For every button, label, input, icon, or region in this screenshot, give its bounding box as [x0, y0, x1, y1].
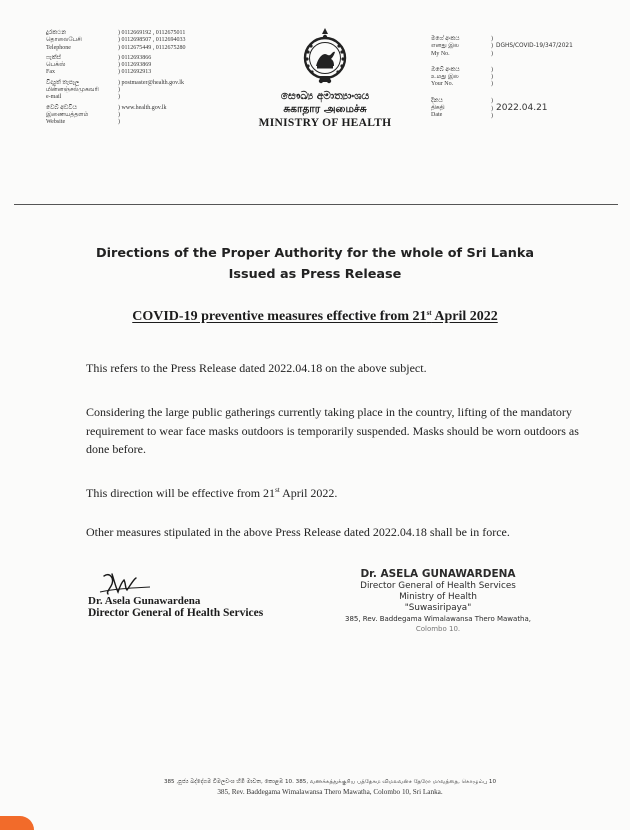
document-title — [60, 243, 570, 285]
date-label-si: දිනය — [431, 97, 443, 104]
fax-label-en: Fax — [46, 69, 55, 76]
email-value: postmaster@health.gov.lk — [121, 79, 184, 86]
signatory-designation: Director General of Health Services — [88, 607, 264, 619]
my-no-label-ta: எனது இல — [431, 43, 460, 50]
ministry-name-tamil: சுகாதார அமைச்சு — [283, 103, 367, 115]
telephone-row: දුරකථන தொலைபேசி Telephone ) 0112669192 , 0112675011 ) 0112698507 , 0112694033 ) 0112675449 , 0112675280 — [46, 30, 186, 51]
signatory-name: Dr. Asela Gunawardena — [88, 595, 201, 607]
footer-address — [70, 778, 590, 797]
telephone-value-2: 0112698507 , 0112694033 — [121, 37, 186, 44]
fax-label-ta: பெக்ஸ் — [46, 62, 66, 69]
website-value: www.health.gov.lk — [121, 104, 167, 111]
corner-accent — [0, 816, 34, 830]
website-row: වෙබ් අඩවිය இணையத்தளம் Website ) www.health.gov.lk ) ) — [46, 104, 167, 126]
email-label-en: e-mail — [46, 94, 62, 101]
ministry-heading — [250, 90, 400, 130]
stamp-title: Director General of Health Services — [360, 581, 516, 591]
stamp-org: Ministry of Health — [399, 592, 477, 602]
your-no-label-si: ඔබේ අංකය — [431, 66, 460, 73]
subject-heading: COVID-19 preventive measures effective from 21st April 2022 — [132, 309, 498, 324]
footer-address-local: 385 ,පූජ්‍ය බද්දේගම විමලවංශ හිමි මාවත, කොළඹ 10. 385, வணக்கத்துக்குரிய பத்தேகம விமலவன்ச தேரோ மாவத்தை, கொழும்பு 10 — [163, 779, 497, 785]
website-label-en: Website — [46, 119, 66, 126]
fax-value-3: 0112692913 — [121, 69, 152, 76]
contact-block — [46, 30, 276, 130]
paragraph-other-measures: Other measures stipulated in the above Press Release dated 2022.04.18 shall be in force. — [86, 525, 510, 539]
ministry-name-english: MINISTRY OF HEALTH — [258, 117, 392, 129]
email-label-si: විද්‍යුත් තැපෑල — [46, 79, 80, 86]
reference-block — [431, 36, 601, 130]
fax-row: ෆැක්ස් பெக்ஸ் Fax ) 0112693866 ) 0112693869 ) 0112692913 — [46, 54, 152, 76]
ministry-name-sinhala: සෞඛ්‍ය අමාත්‍යාංශය — [280, 90, 370, 102]
my-no-row: මගේ අංකය எனது இல My No. ) ) DGHS/COVID-19/347/2021 ) — [431, 36, 573, 57]
date-label-en: Date — [431, 112, 443, 119]
title-line-1: Directions of the Proper Authority for the whole of Sri Lanka — [96, 246, 534, 261]
official-stamp — [318, 568, 558, 634]
date-value: 2022.04.21 — [496, 103, 548, 114]
stamp-address: 385, Rev. Baddegama Wimalawansa Thero Mawatha, — [344, 615, 532, 623]
your-no-row: ඔබේ අංකය உமது இல Your No. ) ) ) — [431, 66, 493, 88]
paragraph-effective-date: This direction will be effective from 21st April 2022. — [86, 486, 338, 500]
my-no-value: DGHS/COVID-19/347/2021 — [496, 43, 573, 50]
stamp-name: Dr. ASELA GUNAWARDENA — [360, 568, 516, 580]
date-label-ta: திகதி — [431, 105, 445, 112]
website-label-ta: இணையத்தளம் — [46, 111, 89, 118]
fax-label-si: ෆැක්ස් — [46, 54, 61, 61]
email-row: විද්‍යුත් තැපෑල மின்னஞ்சல்முகவரி e-mail ) postmaster@health.gov.lk ) ) — [46, 79, 184, 101]
stamp-city: Colombo 10. — [415, 625, 461, 633]
your-no-label-en: Your No. — [431, 81, 454, 88]
sri-lanka-emblem-icon — [297, 26, 353, 86]
stamp-building: "Suwasiripaya" — [404, 603, 472, 613]
footer-address-english: 385, Rev. Baddegama Wimalawansa Thero Mawatha, Colombo 10, Sri Lanka. — [217, 787, 443, 796]
my-no-label-si: මගේ අංකය — [431, 36, 460, 42]
telephone-label-ta: தொலைபேசி — [46, 37, 82, 44]
fax-value-2: 0112693869 — [121, 62, 152, 69]
title-line-2: Issued as Press Release — [228, 267, 402, 282]
website-label-si: වෙබ් අඩවිය — [46, 104, 77, 111]
paragraph-reference: This refers to the Press Release dated 2022.04.18 on the above subject. — [86, 361, 427, 375]
paragraph-direction: Considering the large public gatherings currently taking place in the country, lifting of the mandatory requirement to wear face masks outdoors is temporarily suspended. Masks should be worn outdoors as done before. — [86, 405, 579, 456]
telephone-value-3: 0112675449 , 0112675280 — [121, 44, 186, 51]
fax-value-1: 0112693866 — [121, 54, 152, 61]
my-no-label-en: My No. — [431, 50, 450, 57]
date-row: දිනය திகதி Date ) ) 2022.04.21 ) — [431, 97, 548, 120]
your-no-label-ta: உமது இல — [431, 74, 459, 81]
email-label-ta: மின்னஞ்சல்முகவரி — [46, 87, 99, 94]
telephone-label-si: දුරකථන — [46, 30, 67, 36]
telephone-value-1: 0112669192 , 0112675011 — [121, 30, 186, 36]
header-divider — [14, 204, 618, 205]
telephone-label-en: Telephone — [46, 44, 71, 51]
